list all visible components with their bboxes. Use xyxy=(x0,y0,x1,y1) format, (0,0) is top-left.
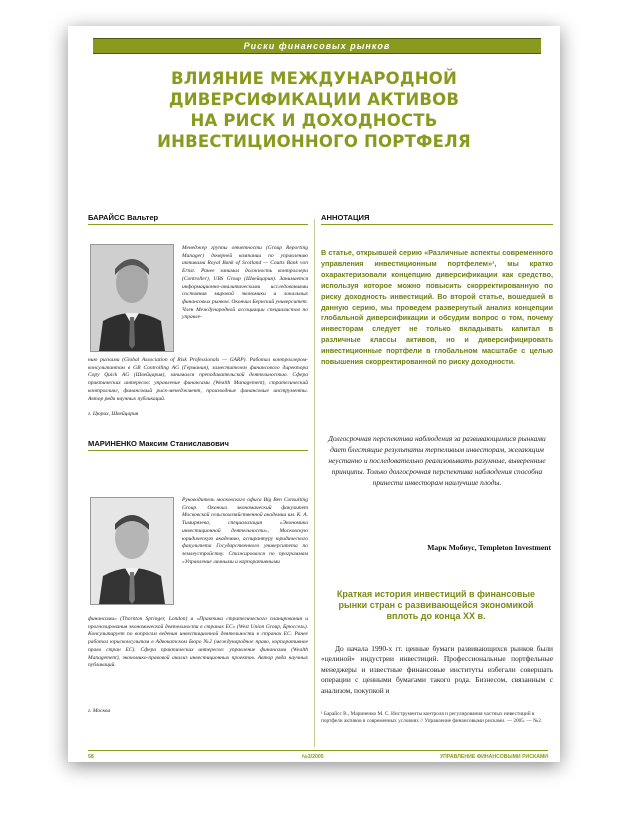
author1-name: БАРАЙСС Вальтер xyxy=(88,213,159,222)
author1-city: г. Цюрих, Швейцария xyxy=(88,411,139,417)
footer-issue: №3/2005 xyxy=(302,754,324,760)
journal-page xyxy=(68,26,560,762)
author1-rule xyxy=(88,224,308,225)
author1-photo xyxy=(90,244,174,352)
author1-bio-full: нию рисками (Global Association of Risk Professionals — GARP). Работал контроллером-консультантом в GB Controlling AG (Германия), заместителем финансового директора Copy Quick AG (Швейцария), занимался преподавательской деятельностью. Сфера практических интересов: управление финансами (Wealth Management), стратегический контроллинг, финансовый риск-менеджмент, производные финансовые инструменты. Автор ряда научных публикаций. xyxy=(88,357,308,402)
title-line: ДИВЕРСИФИКАЦИИ АКТИВОВ xyxy=(168,90,460,109)
author2-photo xyxy=(90,497,174,605)
epigraph-quote: Долгосрочная перспектива наблюдения за развивающимися рынками дает блестящие результаты терпеливым инвесторам, желающим неустанно и последовательно реализовывать разумные, выверенные принципы. Только долгосрочная перспектива наблюдения способна принести инвесторам наилучшие плоды. xyxy=(328,434,546,487)
footnote: ¹ Барайсс В., Мариненко М. С. Инструменты контроля и регулирования частных инвестиций в портфели активов в современных условиях // Управление финансовыми рисками. — 2005. — №2. xyxy=(321,711,543,725)
author2-rule xyxy=(88,450,308,451)
epigraph-author: Марк Мобиус, Templeton Investment xyxy=(427,543,551,552)
title-line: ИНВЕСТИЦИОННОГО ПОРТФЕЛЯ xyxy=(157,132,471,151)
footer-journal: УПРАВЛЕНИЕ ФИНАНСОВЫМИ РИСКАМИ xyxy=(439,754,548,760)
annotation-rule xyxy=(321,224,553,225)
section-subheading: Краткая история инвестиций в финансовые рынки стран с развивающейся экономикой вплоть до конца XX в. xyxy=(336,589,536,621)
author2-bio-full: финансами» (Thornton Springer, London) и «Практика стратегического планирования и прогнозирования экономической деятельности в странах ЕС» (West Union Group, Брюссель). Консультирует по вопросам ведения инвестиционной деятельности в странах ЕС. Ранее работал юрисконсультом в Адвокатском Бюро №2 (международное право, корпоративное право стран ЕС). Сфера практических интересов: управление финансами (Wealth Management), экономико-правовой анализ инвестиционных проектов. Автор ряда научных публикаций. xyxy=(88,616,308,669)
title-line: ВЛИЯНИЕ МЕЖДУНАРОДНОЙ xyxy=(171,69,457,88)
column-divider xyxy=(314,219,315,747)
annotation-heading: АННОТАЦИЯ xyxy=(321,213,370,222)
section-rubric: Риски финансовых рынков xyxy=(93,38,541,54)
author2-bio-side: Руководитель московского офиса Big Ben Consulting Group. Окончил экономический факультет Московской сельскохозяйственной академии им. К. А. Тимирязева, специализация «Экономика инвестиционной деятельности», Московскую юридическую академию, аспирантуру юридического факультета Государственного университета по землеустройству. Стажировался по программам «Управление личными и корпоративными xyxy=(182,497,308,565)
footer-page-number: 58 xyxy=(88,754,94,760)
footer-rule xyxy=(88,750,548,751)
author2-city: г. Москва xyxy=(88,708,111,714)
author1-bio-side: Менеджер группы отчетности (Group Reporting Manager) дочерней компании по управлению активами Royal Bank of Scotland — Coutts Bank von Ernst. Ранее занимал должность контроллера (Controller), UBS Group (Швейцария). Занимается информационно-аналитическими исследованиями состояния мировой экономики и локальных финансовых рынков. Окончил Бернский университет. Член Международной ассоциации специалистов по управле- xyxy=(182,245,308,321)
author2-name: МАРИНЕНКО Максим Станиславович xyxy=(88,439,229,448)
article-title xyxy=(83,68,545,152)
body-paragraph: До начала 1990-х гг. ценные бумаги развивающихся рынков были «целиной» индустрии инвестиций. Профессиональные портфельные менеджеры и известные финансовые институты избегали совершать операции с ценными бумагами такого рода. Бизнесом, связанным с анализом, покупкой и xyxy=(321,644,553,695)
title-line: НА РИСК И ДОХОДНОСТЬ xyxy=(190,111,438,130)
annotation-text: В статье, открывшей серию «Различные аспекты современного управления инвестиционным портфелем»¹, мы кратко охарактеризовали концепцию диверсификации как средство, используя которое можно повысить скорректированную по риску доходность инвестиций. Во второй статье, вошедшей в данную серию, мы проведем развернутый анализ концепции глобальной диверсификации и обсудим вопрос о том, почему инвесторам следует не только вкладывать капитал в различные классы активов, но и диверсифицировать инвестиционные портфели в глобальном масштабе с целью повышения скорректированной по риску доходности. xyxy=(321,248,553,367)
